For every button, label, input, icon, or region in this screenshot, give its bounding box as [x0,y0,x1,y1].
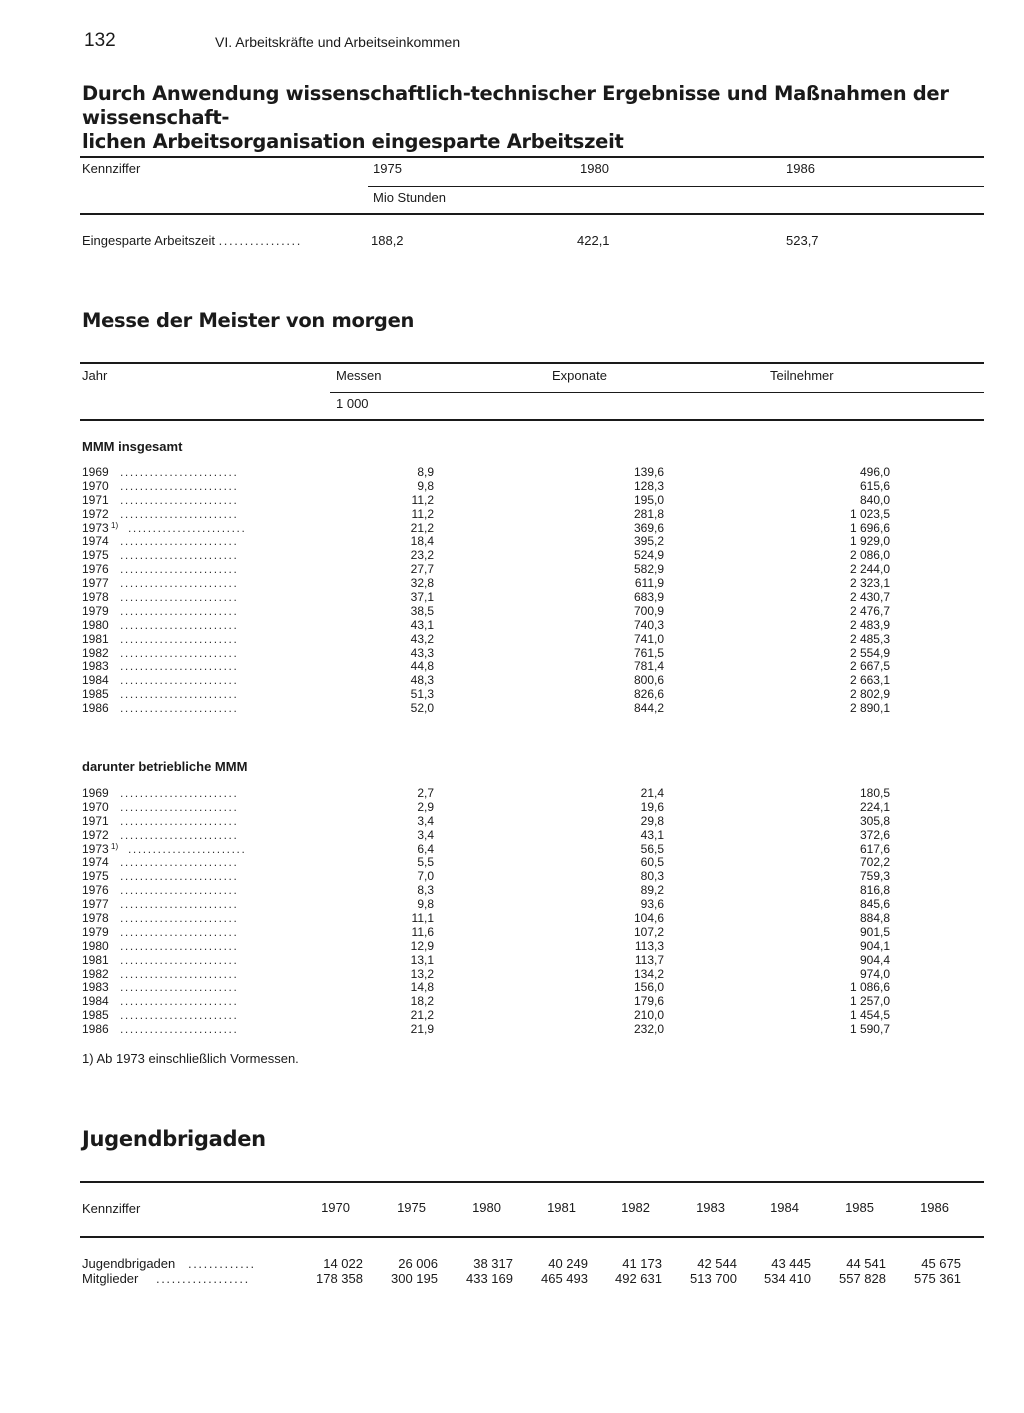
table1-col-label: Kennziffer [82,161,141,176]
row-messen: 5,5 [417,855,434,870]
leader-dots: ........................ [120,617,239,632]
row-exponate: 93,6 [640,897,664,912]
row-year: 1982 [82,966,109,981]
row-year: 1977 [82,576,109,591]
row-year: 1980 [82,938,109,953]
row-value-1982: 492 631 [615,1271,662,1286]
table1-row-label [82,233,302,249]
row-value-1983: 513 700 [690,1271,737,1286]
row-teilnehmer: 974,0 [859,966,890,981]
row-messen: 18,4 [410,534,434,549]
row-messen: 11,2 [411,506,434,521]
row-exponate: 761,5 [633,645,664,660]
row-exponate: 281,8 [633,506,664,521]
leader-dots: ........................ [120,952,239,967]
row-messen: 52,0 [410,701,434,716]
leader-dots: ........................ [120,799,239,814]
row-year: 1971 [82,492,109,507]
table-row [82,995,982,1009]
row-teilnehmer: 2 802,9 [849,687,890,702]
table1-year-2: 1980 [580,161,609,176]
table-row [82,633,982,647]
table2-header-year: Jahr [82,368,108,383]
row-value-1984: 43 445 [771,1256,811,1271]
row-year: 1986 [82,1022,109,1037]
row-messen: 23,2 [410,548,434,563]
row-exponate: 21,4 [640,786,664,800]
running-head: VI. Arbeitskräfte und Arbeitseinkommen [215,34,461,50]
row-value-1985: 44 541 [846,1256,886,1271]
table3-header-bottom-rule [80,1236,984,1238]
table-row [82,1256,982,1271]
row-label: Jugendbrigaden [82,1256,176,1271]
table-row [82,884,982,898]
row-label: Mitglieder [82,1271,139,1286]
row-exponate: 195,0 [633,492,664,507]
row-footnote-mark: 1) [111,520,119,530]
row-teilnehmer: 1 257,0 [849,994,890,1009]
leader-dots: ........................ [120,645,239,660]
row-messen: 38,5 [410,603,434,618]
row-year: 1978 [82,911,109,926]
row-year: 1969 [82,465,109,479]
row-messen: 12,9 [410,938,434,953]
row-teilnehmer: 904,4 [859,952,890,967]
row-year: 1982 [82,645,109,660]
row-teilnehmer: 2 430,7 [849,590,890,605]
table3-title: Jugendbrigaden [82,1127,266,1151]
leader-dots: .................. [156,1271,250,1286]
leader-dots: ........................ [120,938,239,953]
row-messen: 3,4 [417,827,434,842]
table1-header-bottom-rule [80,213,984,215]
row-messen: 6,4 [417,841,434,856]
row-exponate: 582,9 [633,562,664,577]
table-row [82,787,982,801]
table-row [82,1023,982,1037]
row-teilnehmer: 1 086,6 [849,980,890,995]
row-exponate: 683,9 [633,590,664,605]
row-year: 1975 [82,548,109,563]
row-messen: 43,2 [410,631,434,646]
row-year: 1980 [82,617,109,632]
row-value-1984: 534 410 [764,1271,811,1286]
row-teilnehmer: 2 483,9 [849,617,890,632]
table-row [82,605,982,619]
row-teilnehmer: 2 663,1 [849,673,890,688]
section2-rows [82,787,982,1037]
row-teilnehmer: 759,3 [859,869,890,884]
row-teilnehmer: 1 590,7 [849,1022,890,1037]
row-teilnehmer: 2 554,9 [849,645,890,660]
row-messen: 48,3 [410,673,434,688]
row-value-1975: 300 195 [391,1271,438,1286]
leader-dots: ........................ [120,1022,239,1037]
table2-title: Messe der Meister von morgen [82,309,415,332]
row-teilnehmer: 702,2 [859,855,890,870]
leader-dots: ........................ [120,659,239,674]
row-teilnehmer: 2 323,1 [849,576,890,591]
table3-year-1975: 1975 [397,1200,426,1215]
row-exponate: 524,9 [633,548,664,563]
row-exponate: 56,5 [640,841,664,856]
row-teilnehmer: 1 696,6 [849,520,890,535]
row-messen: 9,8 [417,897,434,912]
leader-dots: ........................ [120,855,239,870]
table1-title-line1: Durch Anwendung wissenschaftlich-technischer Ergebnisse und Maßnahmen der wissenschaft- [82,82,949,129]
row-teilnehmer: 617,6 [859,841,890,856]
row-value-1980: 38 317 [473,1256,513,1271]
row-year: 1975 [82,869,109,884]
row-exponate: 107,2 [633,924,664,939]
table-row [82,1271,982,1286]
table-row [82,926,982,940]
row-year: 1969 [82,786,109,800]
row-exponate: 139,6 [633,465,664,479]
section1-rows [82,466,982,716]
table3-year-1982: 1982 [621,1200,650,1215]
row-exponate: 80,3 [640,869,664,884]
table3-col-label: Kennziffer [82,1201,141,1216]
row-value-1986: 45 675 [921,1256,961,1271]
leader-dots: ........................ [120,562,239,577]
leader-dots: ........................ [120,924,239,939]
leader-dots: ........................ [120,980,239,995]
row-value-1975: 26 006 [398,1256,438,1271]
table-row [82,940,982,954]
leader-dots: ........................ [120,478,239,493]
footnote: 1) Ab 1973 einschließlich Vormessen. [82,1051,299,1066]
row-exponate: 113,3 [634,938,664,953]
row-teilnehmer: 904,1 [859,938,890,953]
leader-dots: ........................ [120,631,239,646]
table1-title [82,82,1024,154]
row-year: 1971 [82,813,109,828]
table-row [82,801,982,815]
table-row [82,619,982,633]
row-year: 1970 [82,799,109,814]
row-teilnehmer: 2 086,0 [849,548,890,563]
table-row [82,829,982,843]
row-year: 1970 [82,478,109,493]
row-teilnehmer: 372,6 [859,827,890,842]
leader-dots: ........................ [120,827,239,842]
row-value-1983: 42 544 [697,1256,737,1271]
row-value-1970: 14 022 [323,1256,363,1271]
leader-dots: ........................ [120,603,239,618]
row-exponate: 800,6 [633,673,664,688]
row-messen: 11,1 [411,911,434,926]
row-messen: 18,2 [410,994,434,1009]
row-messen: 11,2 [411,492,434,507]
row-year: 1979 [82,924,109,939]
row-messen: 8,9 [417,465,434,479]
table-row [82,1009,982,1023]
row-messen: 9,8 [417,478,434,493]
row-year: 1972 [82,506,109,521]
row-value-1970: 178 358 [316,1271,363,1286]
row-exponate: 104,6 [633,911,664,926]
row-messen: 43,3 [410,645,434,660]
table3-year-1986: 1986 [920,1200,949,1215]
row-value-1985: 557 828 [839,1271,886,1286]
row-exponate: 232,0 [633,1022,664,1037]
row-year: 1985 [82,1008,109,1023]
row-year: 1986 [82,701,109,716]
section1-title: MMM insgesamt [82,439,183,454]
leader-dots: ........................ [120,869,239,884]
table-row [82,702,982,716]
row-messen: 43,1 [410,617,434,632]
row-exponate: 179,6 [633,994,664,1009]
table3-top-rule [80,1181,984,1183]
row-teilnehmer: 1 023,5 [849,506,890,521]
table1-year-3: 1986 [786,161,815,176]
row-teilnehmer: 1 454,5 [849,1008,890,1023]
leader-dots: ........................ [120,492,239,507]
leader-dots: ........................ [120,897,239,912]
row-exponate: 369,6 [633,520,664,535]
table-row [82,480,982,494]
row-messen: 13,1 [410,952,434,967]
table3-year-1984: 1984 [770,1200,799,1215]
table1-value-1975: 188,2 [371,233,404,248]
row-value-1981: 40 249 [548,1256,588,1271]
leader-dots: ........................ [120,687,239,702]
row-messen: 2,7 [417,786,434,800]
leader-dots: ........................ [120,966,239,981]
row-exponate: 844,2 [633,701,664,716]
table-row [82,494,982,508]
row-exponate: 395,2 [633,534,664,549]
row-teilnehmer: 2 890,1 [849,701,890,716]
row-exponate: 156,0 [633,980,664,995]
row-messen: 3,4 [417,813,434,828]
leader-dots: ................ [218,233,302,248]
leader-dots: ............. [188,1256,256,1271]
row-year: 1984 [82,994,109,1009]
leader-dots: ........................ [128,841,247,856]
leader-dots: ........................ [120,548,239,563]
table2-header-teilnehmer: Teilnehmer [770,368,834,383]
row-exponate: 113,7 [634,952,664,967]
table2-unit: 1 000 [336,396,369,411]
table-row [82,688,982,702]
row-exponate: 741,0 [633,631,664,646]
row-exponate: 19,6 [640,799,664,814]
leader-dots: ........................ [120,994,239,1009]
row-year: 1974 [82,855,109,870]
row-messen: 44,8 [410,659,434,674]
leader-dots: ........................ [120,813,239,828]
row-messen: 13,2 [410,966,434,981]
leader-dots: ........................ [128,520,247,535]
row-year: 1985 [82,687,109,702]
table-row [82,535,982,549]
table-row [82,898,982,912]
table-row [82,563,982,577]
row-exponate: 43,1 [640,827,664,842]
table-row [82,577,982,591]
table1-year-1: 1975 [373,161,402,176]
row-year: 1976 [82,883,109,898]
section2-title: darunter betriebliche MMM [82,759,248,774]
leader-dots: ........................ [120,590,239,605]
table3-year-1983: 1983 [696,1200,725,1215]
row-messen: 8,3 [417,883,434,898]
row-teilnehmer: 496,0 [859,465,890,479]
row-value-1982: 41 173 [622,1256,662,1271]
table-row [82,647,982,661]
row-teilnehmer: 615,6 [859,478,890,493]
table1-title-line2: lichen Arbeitsorganisation eingesparte Arbeitszeit [82,130,624,153]
page-number: 132 [84,30,116,51]
row-exponate: 826,6 [633,687,664,702]
leader-dots: ........................ [120,506,239,521]
leader-dots: ........................ [120,1008,239,1023]
table2-header-exponate: Exponate [552,368,607,383]
row-footnote-mark: 1) [111,841,119,851]
table-row [82,954,982,968]
table3-year-1981: 1981 [547,1200,576,1215]
table3-year-1985: 1985 [845,1200,874,1215]
row-messen: 21,9 [410,1022,434,1037]
row-messen: 14,8 [410,980,434,995]
table-row [82,843,982,857]
row-year: 1976 [82,562,109,577]
row-teilnehmer: 845,6 [859,897,890,912]
table1-row-label-text: Eingesparte Arbeitszeit [82,233,215,248]
row-year: 1974 [82,534,109,549]
leader-dots: ........................ [120,701,239,716]
row-year: 1983 [82,980,109,995]
row-exponate: 128,3 [633,478,664,493]
row-messen: 27,7 [410,562,434,577]
row-exponate: 700,9 [633,603,664,618]
row-messen: 51,3 [410,687,434,702]
row-messen: 2,9 [417,799,434,814]
table3-year-1970: 1970 [321,1200,350,1215]
leader-dots: ........................ [120,883,239,898]
row-year: 1983 [82,659,109,674]
row-teilnehmer: 884,8 [859,911,890,926]
row-exponate: 781,4 [633,659,664,674]
table-row [82,870,982,884]
row-teilnehmer: 2 485,3 [849,631,890,646]
row-messen: 11,6 [411,924,434,939]
table2-top-rule [80,362,984,364]
table3-year-1980: 1980 [472,1200,501,1215]
row-exponate: 89,2 [640,883,664,898]
row-messen: 21,2 [410,1008,434,1023]
table-row [82,912,982,926]
row-year: 1981 [82,952,109,967]
table2-header-bottom-rule [80,419,984,421]
row-teilnehmer: 901,5 [859,924,890,939]
row-year: 1984 [82,673,109,688]
row-value-1981: 465 493 [541,1271,588,1286]
row-exponate: 611,9 [634,576,664,591]
table-row [82,522,982,536]
row-messen: 32,8 [410,576,434,591]
row-value-1980: 433 169 [466,1271,513,1286]
table-row [82,674,982,688]
row-exponate: 210,0 [633,1008,664,1023]
row-year: 1973 [82,520,109,535]
row-messen: 7,0 [417,869,434,884]
row-exponate: 29,8 [640,813,664,828]
row-teilnehmer: 2 244,0 [849,562,890,577]
row-teilnehmer: 305,8 [859,813,890,828]
table1-value-1980: 422,1 [577,233,610,248]
row-exponate: 740,3 [633,617,664,632]
table-row [82,815,982,829]
table2-header-messen: Messen [336,368,382,383]
row-teilnehmer: 180,5 [859,786,890,800]
leader-dots: ........................ [120,786,239,800]
row-exponate: 134,2 [633,966,664,981]
row-year: 1981 [82,631,109,646]
table-row [82,591,982,605]
row-year: 1978 [82,590,109,605]
table2-mid-rule [330,392,984,393]
row-value-1986: 575 361 [914,1271,961,1286]
table1-unit: Mio Stunden [373,190,446,205]
leader-dots: ........................ [120,465,239,479]
table-row [82,466,982,480]
leader-dots: ........................ [120,534,239,549]
table-row [82,660,982,674]
table1-mid-rule [368,186,984,187]
leader-dots: ........................ [120,911,239,926]
row-exponate: 60,5 [640,855,664,870]
leader-dots: ........................ [120,673,239,688]
row-teilnehmer: 2 476,7 [849,603,890,618]
row-teilnehmer: 840,0 [859,492,890,507]
table-row [82,856,982,870]
row-teilnehmer: 2 667,5 [849,659,890,674]
row-year: 1972 [82,827,109,842]
row-teilnehmer: 224,1 [859,799,890,814]
table1-top-rule [80,156,984,158]
leader-dots: ........................ [120,576,239,591]
table-row [82,981,982,995]
table-row [82,508,982,522]
row-teilnehmer: 1 929,0 [849,534,890,549]
table-row [82,968,982,982]
table-row [82,549,982,563]
row-messen: 21,2 [410,520,434,535]
row-messen: 37,1 [410,590,434,605]
row-year: 1979 [82,603,109,618]
row-year: 1973 [82,841,109,856]
row-teilnehmer: 816,8 [859,883,890,898]
row-year: 1977 [82,897,109,912]
table1-value-1986: 523,7 [786,233,819,248]
